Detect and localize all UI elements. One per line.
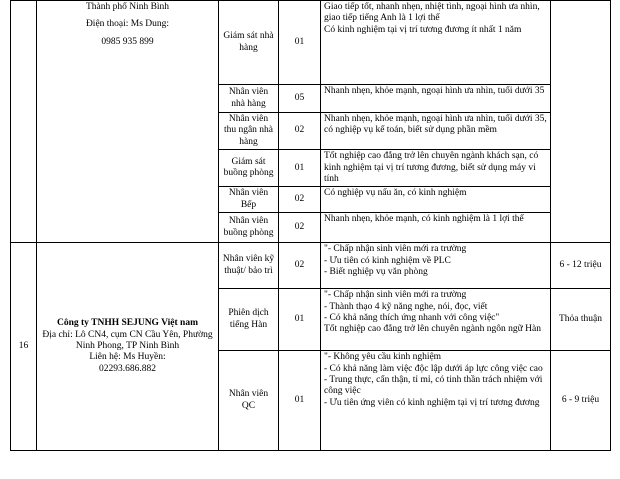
- requirement-line: Tốt nghiệp cao đẳng trở lên chuyên ngành khách sạn, có kinh nghiệm tại vị trí tương đương, biết sử dụng máy vi tính: [324, 151, 539, 184]
- company-cell: [37, 1, 219, 243]
- requirement-cell: [321, 351, 551, 451]
- salary-cell: 6 - 9 triệu: [551, 351, 611, 451]
- position-cell: Nhân viên buồng phòng: [219, 213, 279, 243]
- requirement-line: - Trung thực, cẩn thận, tỉ mỉ, có tinh thần trách nhiệm với công việc: [324, 374, 543, 397]
- qty-cell: 02: [279, 213, 321, 243]
- company-cell: [37, 243, 219, 451]
- requirement-cell: [321, 150, 551, 187]
- stt-cell: 16: [11, 243, 37, 451]
- qty-cell: 01: [279, 1, 321, 85]
- qty-cell: 01: [279, 150, 321, 187]
- requirement-cell: [321, 187, 551, 213]
- company-line: Thành phố Ninh Bình: [85, 2, 170, 12]
- requirement-line: Nhanh nhẹn, khỏe mạnh, ngoại hình ưa nhìn, tuổi dưới 35, có nghiệp vụ kế toán, biết sử dụng phần mềm: [324, 114, 547, 136]
- qty-cell: 01: [279, 351, 321, 451]
- stt-cell: [11, 1, 37, 243]
- requirement-line: Có nghiệp vụ nấu ăn, có kinh nghiệm: [324, 188, 467, 199]
- requirement-line: "- Chấp nhận sinh viên mới ra trường: [324, 290, 467, 301]
- requirement-cell: [321, 1, 551, 85]
- qty-cell: 01: [279, 289, 321, 351]
- requirement-line: Nhanh nhẹn, khỏe mạnh, ngoại hình ưa nhìn, tuổi dưới 35: [324, 86, 545, 96]
- requirement-line: - Thành thạo 4 kỹ năng nghe, nói, đọc, viết: [324, 301, 488, 312]
- requirement-cell: [321, 85, 551, 113]
- company-line: 0985 935 899: [101, 36, 154, 47]
- table-row: [11, 1, 611, 85]
- requirement-line: - Ưu tiên ứng viên có kinh nghiệm tại vị trí tương đương: [324, 397, 540, 408]
- requirement-line: "- Không yêu cầu kinh nghiệm: [324, 352, 442, 363]
- position-cell: Giám sát nhà hàng: [219, 1, 279, 85]
- position-cell: Nhân viên nhà hàng: [219, 85, 279, 113]
- table-row: [11, 243, 611, 289]
- requirement-cell: [321, 289, 551, 351]
- requirement-line: - Ưu tiên có kinh nghiệm về PLC: [324, 255, 451, 266]
- position-cell: Giám sát buồng phòng: [219, 150, 279, 187]
- company-line: Điện thoại: Ms Dung:: [85, 19, 170, 30]
- requirement-cell: [321, 243, 551, 289]
- requirement-line: Nhanh nhẹn, khỏe mạnh, có kinh nghiệm là 1 lợi thế: [324, 214, 524, 225]
- qty-cell: 05: [279, 85, 321, 113]
- requirement-cell: [321, 213, 551, 243]
- company-name: Công ty TNHH SEJUNG Việt nam: [56, 318, 199, 329]
- requirement-line: - Biết nghiệp vụ văn phòng: [324, 266, 428, 277]
- position-cell: Nhân viên thu ngân nhà hàng: [219, 113, 279, 150]
- salary-cell: 6 - 12 triệu: [551, 243, 611, 289]
- requirement-line: Giao tiếp tốt, nhanh nhẹn, nhiệt tình, ngoại hình ưa nhìn, giao tiếp tiếng Anh là 1 lợi thế: [324, 2, 540, 24]
- job-table: [10, 0, 611, 451]
- company-line: 02293.686.882: [99, 363, 156, 374]
- company-line: Liên hệ: Ms Huyền:: [89, 352, 166, 363]
- position-cell: Nhân viên QC: [219, 351, 279, 451]
- requirement-line: Tốt nghiệp cao đẳng trở lên chuyên ngành ngôn ngữ Hàn: [324, 324, 542, 335]
- position-cell: Nhân viên kỹ thuật/ bảo trì: [219, 243, 279, 289]
- requirement-line: Có kinh nghiệm tại vị trí tương đương ít nhất 1 năm: [324, 24, 522, 35]
- requirement-cell: [321, 113, 551, 150]
- company-line: Địa chỉ: Lô CN4, cụm CN Cầu Yên, Phường Ninh Phong, TP Ninh Bình: [42, 329, 213, 351]
- qty-cell: 02: [279, 113, 321, 150]
- qty-cell: 02: [279, 187, 321, 213]
- salary-cell: Thỏa thuận: [551, 289, 611, 351]
- position-cell: Phiên dịch tiếng Hàn: [219, 289, 279, 351]
- position-cell: Nhân viên Bếp: [219, 187, 279, 213]
- requirement-line: "- Chấp nhận sinh viên mới ra trường: [324, 244, 467, 255]
- salary-cell: [551, 1, 611, 243]
- qty-cell: 02: [279, 243, 321, 289]
- requirement-line: - Có khả năng thích ứng nhanh với công việc": [324, 312, 500, 323]
- requirement-line: - Có khả năng làm việc độc lập dưới áp lực công việc cao: [324, 363, 543, 374]
